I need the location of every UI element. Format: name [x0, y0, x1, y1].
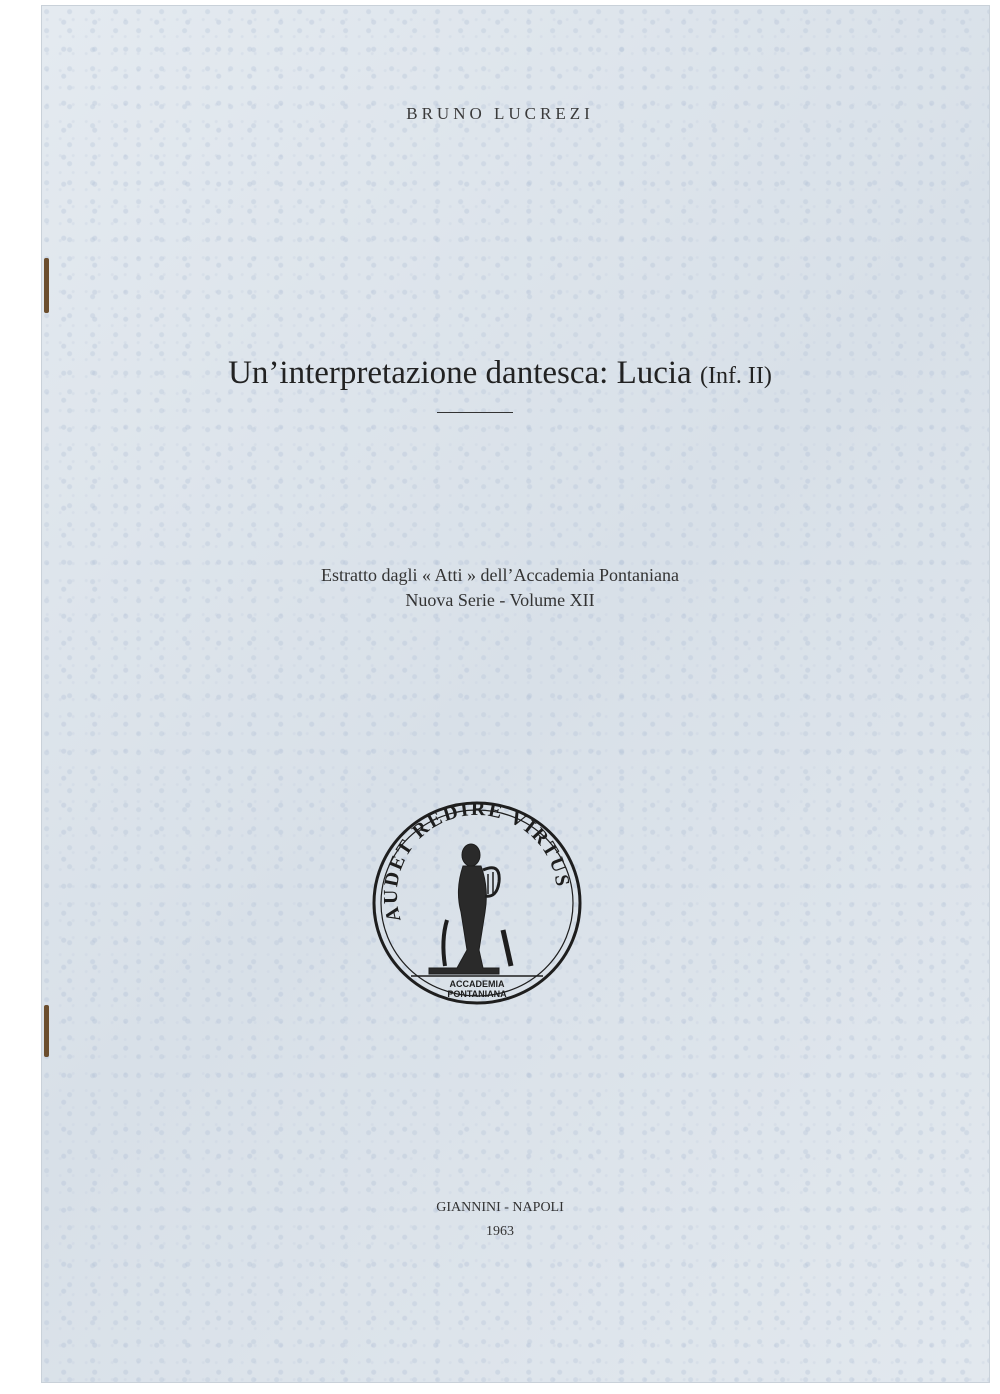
spine-mark: [44, 1005, 49, 1057]
seal-motto: AUDET REDIRE VIRTUS: [379, 800, 574, 924]
seal-label-line-2: PONTANIANA: [447, 989, 507, 999]
cover-title: [0, 355, 1000, 392]
extract-line-1: Estratto dagli « Atti » dell’Accademia Pontaniana: [321, 565, 679, 585]
publication-year: 1963: [486, 1224, 514, 1239]
title-divider: [437, 412, 513, 413]
title-main: Un’interpretazione dantesca: Lucia: [228, 355, 692, 391]
author-name: BRUNO LUCREZI: [406, 104, 594, 123]
extract-note: [0, 563, 1000, 613]
spine-mark: [44, 258, 49, 313]
publisher-name: GIANNINI - NAPOLI: [436, 1200, 564, 1215]
book-cover: [42, 6, 989, 1382]
academy-seal-icon: [371, 800, 583, 1006]
seal-label-line-1: ACCADEMIA: [449, 979, 505, 989]
publisher-block: [0, 1196, 1000, 1244]
title-reference: (Inf. II): [699, 363, 772, 389]
extract-line-2: Nuova Serie - Volume XII: [405, 590, 595, 610]
